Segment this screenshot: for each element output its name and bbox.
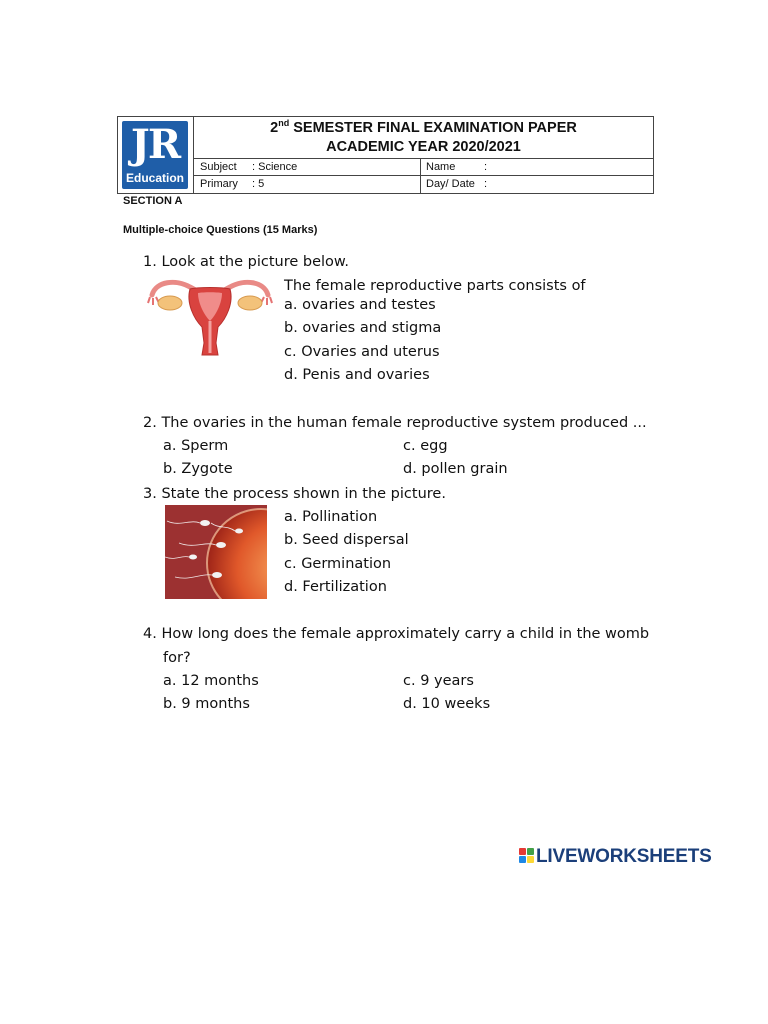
exam-header-table — [117, 116, 654, 194]
option-a[interactable]: a. Pollination — [284, 509, 378, 525]
exam-title — [194, 117, 653, 159]
header-row-primary — [194, 176, 653, 193]
question-number: 1. — [143, 254, 157, 270]
question-4-options-right — [403, 670, 490, 717]
fertilization-image — [165, 505, 267, 599]
header-row-subject — [194, 159, 653, 176]
option-c[interactable]: c. Ovaries and uterus — [284, 343, 440, 360]
daydate-value: : — [484, 178, 488, 190]
question-1 — [143, 252, 349, 272]
option-c[interactable]: c. egg — [403, 438, 448, 454]
primary-label: Primary — [200, 178, 238, 190]
question-4-options-left — [163, 670, 259, 717]
question-2 — [143, 413, 647, 433]
section-title: SECTION A — [123, 195, 183, 207]
subject-cell — [194, 159, 421, 176]
exam-title-line1 — [194, 119, 653, 138]
question-3 — [143, 484, 446, 504]
liveworksheets-logo-icon — [519, 848, 535, 864]
question-text: The ovaries in the human female reproductive system produced ... — [161, 415, 647, 431]
question-text: Look at the picture below. — [161, 254, 350, 270]
jr-education-logo — [122, 121, 188, 189]
option-d[interactable]: d. pollen grain — [403, 461, 508, 478]
daydate-cell[interactable] — [421, 176, 653, 193]
question-2-options-right — [403, 435, 508, 482]
name-label: Name — [426, 161, 456, 173]
exam-title-line2: ACADEMIC YEAR 2020/2021 — [326, 139, 521, 155]
option-c[interactable]: c. Germination — [284, 555, 392, 572]
question-3-options — [284, 506, 409, 600]
primary-cell — [194, 176, 421, 193]
option-d[interactable]: d. 10 weeks — [403, 696, 491, 713]
primary-value: : 5 — [252, 178, 265, 190]
option-b[interactable]: b. Zygote — [163, 461, 233, 478]
logo-sub-text: Education — [125, 171, 184, 185]
option-d[interactable]: d. Fertilization — [284, 579, 387, 596]
option-a[interactable]: a. 12 months — [163, 673, 259, 689]
option-b[interactable]: b. ovaries and stigma — [284, 320, 442, 337]
question-4-continued: for? — [163, 650, 191, 666]
title-ordinal-suffix: nd — [278, 118, 290, 129]
question-number: 4. — [143, 626, 157, 642]
name-value: : — [484, 161, 488, 173]
subject-label: Subject — [200, 161, 237, 173]
subject-value: : Science — [252, 161, 298, 173]
question-1-options — [284, 294, 441, 388]
option-b[interactable]: b. 9 months — [163, 696, 250, 713]
liveworksheets-brand — [519, 846, 712, 868]
title-text: SEMESTER FINAL EXAMINATION PAPER — [289, 120, 577, 136]
question-2-options-left — [163, 435, 233, 482]
daydate-label: Day/ Date — [426, 178, 475, 190]
section-subtitle: Multiple-choice Questions (15 Marks) — [123, 224, 318, 236]
option-a[interactable]: a. Sperm — [163, 438, 229, 454]
option-d[interactable]: d. Penis and ovaries — [284, 367, 430, 384]
liveworksheets-brand-text: LIVEWORKSHEETS — [536, 846, 712, 867]
option-a[interactable]: a. ovaries and testes — [284, 297, 436, 313]
logo-cell — [118, 117, 194, 193]
logo-main-text: JR — [130, 121, 180, 168]
female-reproductive-system-image — [146, 273, 274, 358]
name-cell[interactable] — [421, 159, 653, 176]
question-4 — [143, 624, 649, 644]
question-number: 3. — [143, 486, 157, 502]
question-text: State the process shown in the picture. — [161, 486, 446, 502]
option-b[interactable]: b. Seed dispersal — [284, 532, 409, 549]
option-c[interactable]: c. 9 years — [403, 673, 474, 689]
title-ordinal: 2 — [270, 120, 279, 136]
question-number: 2. — [143, 415, 157, 431]
question-text: How long does the female approximately carry a child in the womb — [161, 626, 650, 642]
question-1-prompt: The female reproductive parts consists of — [284, 278, 586, 294]
